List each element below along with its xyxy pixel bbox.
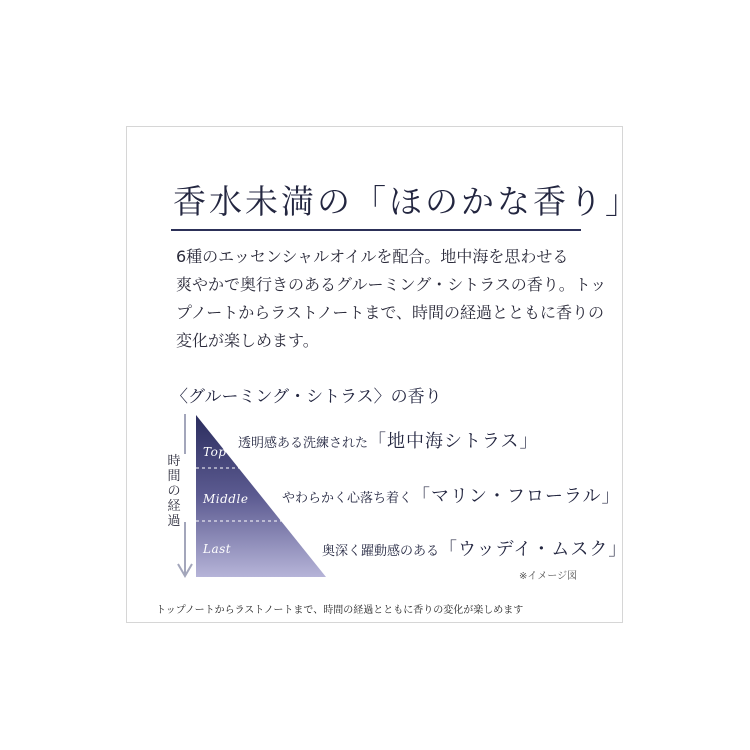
note-top — [238, 427, 538, 453]
image-caption: ※イメージ図 — [519, 571, 578, 582]
time-label-char: の — [167, 484, 181, 499]
level-name-last: Last — [203, 542, 232, 556]
note-top-desc: 透明感ある洗練された — [238, 436, 369, 451]
time-label-char: 経 — [167, 499, 181, 514]
level-name-top: Top — [203, 445, 227, 459]
description-line: 6種のエッセンシャルオイルを配合。地中海を思わせる — [176, 247, 569, 266]
title-underline — [171, 229, 581, 231]
footer-text: トップノートからラストノートまで、時間の経過とともに香りの変化が楽しめます — [156, 605, 524, 616]
level-name-middle: Middle — [203, 492, 249, 506]
time-label-char: 過 — [167, 514, 181, 529]
note-last — [322, 535, 627, 561]
note-last-desc: 奥深く躍動感のある — [322, 544, 440, 559]
scent-title: 〈グルーミング・シトラス〉の香り — [171, 387, 442, 407]
description-line: 変化が楽しめます。 — [176, 331, 319, 350]
description-line: 爽やかで奥行きのあるグルーミング・シトラスの香り。トッ — [176, 275, 607, 294]
page-title: 香水未満の「ほのかな香り」 — [173, 182, 641, 221]
note-last-name: 「ウッデイ・ムスク」 — [439, 539, 628, 560]
description-line: プノートからラストノートまで、時間の経過とともに香りの — [176, 303, 605, 322]
note-top-name: 「地中海シトラス」 — [368, 431, 539, 452]
note-middle-name: 「マリン・フローラル」 — [412, 486, 621, 507]
time-label-char: 間 — [167, 469, 181, 484]
description-text — [176, 243, 607, 355]
note-middle — [282, 482, 620, 508]
time-label-char: 時 — [167, 454, 181, 469]
time-passage-label — [166, 454, 182, 529]
note-middle-desc: やわらかく心落ち着く — [282, 491, 413, 506]
